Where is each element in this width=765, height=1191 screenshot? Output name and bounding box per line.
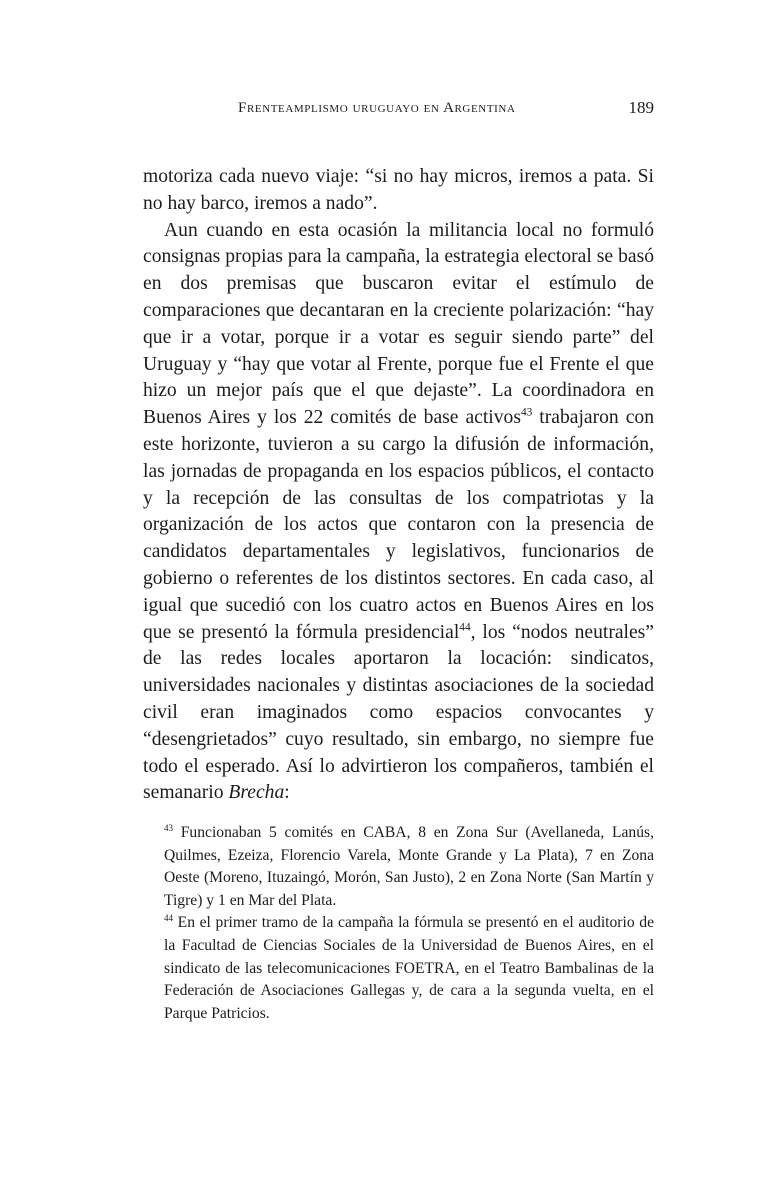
paragraph-2-text-c: , los “nodos neutrales” de las redes locales aportaron la locación: sindicatos, universidades nacionales y distintas asociaciones de la sociedad civil eran imaginados como espacios convocantes y “desengrietados” cuyo resultado, sin embargo, no siempre fue todo el esperado. Así lo advirtieron los compañeros, también el semanario [143, 621, 655, 804]
footnote-ref-43: 43 [520, 406, 533, 419]
paragraph-1: motoriza cada nuevo viaje: “si no hay micros, iremos a pata. Si no hay barco, iremos a nado”. [143, 166, 654, 214]
footnote-number: 44 [164, 913, 174, 924]
running-title: Frenteamplismo uruguayo en Argentina [238, 100, 516, 116]
footnote-number: 43 [164, 822, 174, 833]
footnote-43 [164, 822, 654, 912]
page-number: 189 [628, 98, 654, 117]
footnote-44 [164, 912, 654, 1025]
footnote-ref-44: 44 [459, 621, 471, 634]
paragraph-2-text-b: trabajaron con este horizonte, tuvieron a su cargo la difusión de información, las jornadas de propaganda en los espacios públicos, el contacto y la recepción de las consultas de los compatriotas y la organización de los actos que contaron con la presencia de candidatos departamentales y legislativos, funcionarios de gobierno o referentes de los distintos sectores. En cada caso, al igual que sucedió con los cuatro actos en Buenos Aires en los que se presentó la fórmula presidencial [143, 407, 654, 643]
main-text [143, 164, 654, 807]
footnote-text: Funcionaban 5 comités en CABA, 8 en Zona Sur (Avellaneda, Lanús, Quilmes, Ezeiza, Florencio Varela, Monte Grande y La Plata), 7 en Zona Oeste (Moreno, Ituzaingó, Morón, San Justo), 2 en Zona Norte (San Martín y Tigre) y 1 en Mar del Plata. [164, 824, 654, 909]
publication-title: Brecha [228, 782, 285, 804]
paragraph-2 [143, 218, 654, 808]
paragraph-2-text-d: : [284, 782, 290, 804]
footnotes [164, 822, 654, 1025]
footnote-text: En el primer tramo de la campaña la fórmula se presentó en el auditorio de la Facultad de Ciencias Sociales de la Universidad de Buenos Aires, en el sindicato de las telecomunicaciones FOETRA, en el Teatro Bambalinas de la Federación de Asociaciones Gallegas y, de cara a la segunda vuelta, en el Parque Patricios. [164, 914, 654, 1022]
paragraph-2-text-a: Aun cuando en esta ocasión la militancia local no formuló consignas propias para la campaña, la estrategia electoral se basó en dos premisas que buscaron evitar el estímulo de comparaciones que decantaran en la creciente polarización: “hay que ir a votar, porque ir a votar es seguir siendo parte” del Uruguay y “hay que votar al Frente, porque fue el Frente el que hizo un mejor país que el que dejaste”. La coordinadora en Buenos Aires y los 22 comités de base activos [143, 219, 654, 429]
page-header [143, 98, 654, 122]
